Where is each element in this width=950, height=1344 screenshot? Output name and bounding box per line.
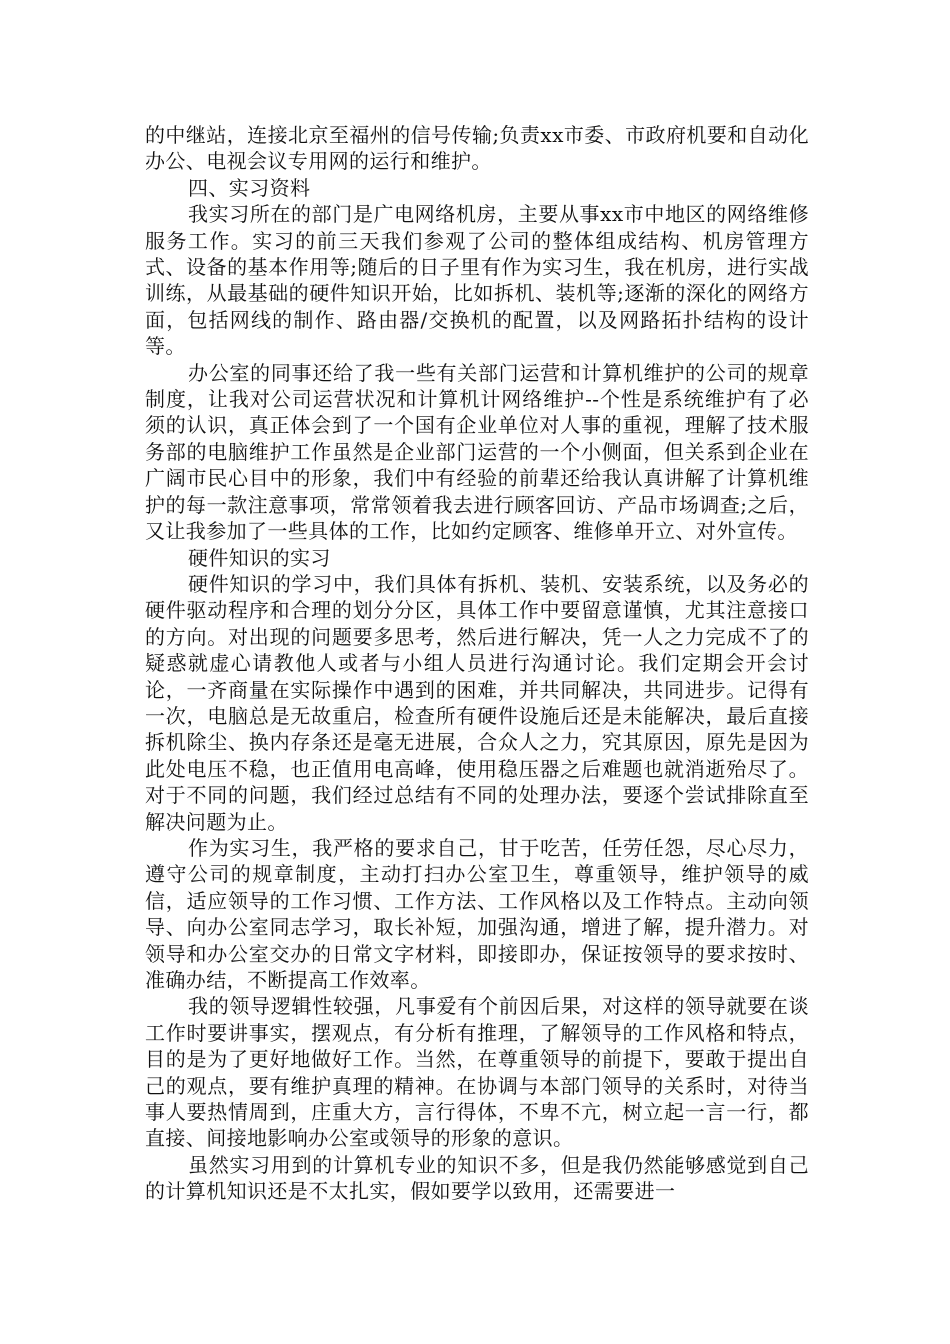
paragraph-computer-knowledge: 虽然实习用到的计算机专业的知识不多，但是我仍然能够感觉到自己的计算机知识还是不太扎实，假如要学以致用，还需要进一 bbox=[145, 1152, 809, 1204]
paragraph-hardware-learning: 硬件知识的学习中，我们具体有拆机、装机、安装系统，以及务必的硬件驱动程序和合理的划分分区，具体工作中要留意谨慎，尤其注意接口的方向。对出现的问题要多思考，然后进行解决，凭一人之力完成不了的疑惑就虚心请教他人或者与小组人员进行沟通讨论。我们定期会开会讨论，一齐商量在实际操作中遇到的困难，并共同解决，共同进步。记得有一次，电脑总是无故重启，检查所有硬件设施后还是未能解决，最后直接拆机除尘、换内存条还是毫无进展，合众人之力，究其原因，原先是因为此处电压不稳，也正值用电高峰，使用稳压器之后难题也就消逝殆尽了。对于不同的问题，我们经过总结有不同的处理办法，要逐个尝试排除直至解决问题为止。 bbox=[145, 571, 809, 834]
paragraph-leadership-style: 我的领导逻辑性较强，凡事爱有个前因后果，对这样的领导就要在谈工作时要讲事实，摆观点，有分析有推理，了解领导的工作风格和特点，目的是为了更好地做好工作。当然，在尊重领导的前提下，要敢于提出自己的观点，要有维护真理的精神。在协调与本部门领导的关系时，对待当事人要热情周到，庄重大方，言行得体，不卑不亢，树立起一言一行，都直接、间接地影响办公室或领导的形象的意识。 bbox=[145, 994, 809, 1151]
section-heading-hardware-knowledge: 硬件知识的实习 bbox=[188, 545, 331, 570]
paragraph-department-intro: 我实习所在的部门是广电网络机房，主要从事xx市中地区的网络维修服务工作。实习的前三天我们参观了公司的整体组成结构、机房管理方式、设备的基本作用等;随后的日子里有作为实习生，我在机房，进行实战训练，从最基础的硬件知识开始，比如拆机、装机等;逐渐的深化的网络方面，包括网线的制作、路由器/交换机的配置，以及网路拓扑结构的设计等。 bbox=[145, 202, 809, 359]
paragraph-continuation: 的中继站，连接北京至福州的信号传输;负责xx市委、市政府机要和自动化办公、电视会议专用网的运行和维护。 bbox=[145, 123, 809, 174]
document-body bbox=[145, 122, 809, 1205]
paragraph-office-colleagues: 办公室的同事还给了我一些有关部门运营和计算机维护的公司的规章制度，让我对公司运营状况和计算机计网络维护--个性是系统维护有了必须的认识，真正体会到了一个国有企业单位对人事的重视，理解了技术服务部的电脑维护工作虽然是企业部门运营的一个小侧面，但关系到企业在广阔市民心目中的形象，我们中有经验的前辈还给我认真讲解了计算机维护的每一款注意事项，常常领着我去进行顾客回访、产品市场调查;之后，又让我参加了一些具体的工作，比如约定顾客、维修单开立、对外宣传。 bbox=[145, 360, 809, 544]
section-heading-internship-content: 四、实习资料 bbox=[188, 175, 311, 200]
paragraph-intern-conduct: 作为实习生，我严格的要求自己，甘于吃苦，任劳任怨，尽心尽力，遵守公司的规章制度，主动打扫办公室卫生，尊重领导，维护领导的威信，适应领导的工作习惯、工作方法、工作风格以及工作特点。主动向领导、向办公室同志学习，取长补短，加强沟通，增进了解，提升潜力。对领导和办公室交办的日常文字材料，即接即办，保证按领导的要求按时、准确办结，不断提高工作效率。 bbox=[145, 835, 809, 992]
